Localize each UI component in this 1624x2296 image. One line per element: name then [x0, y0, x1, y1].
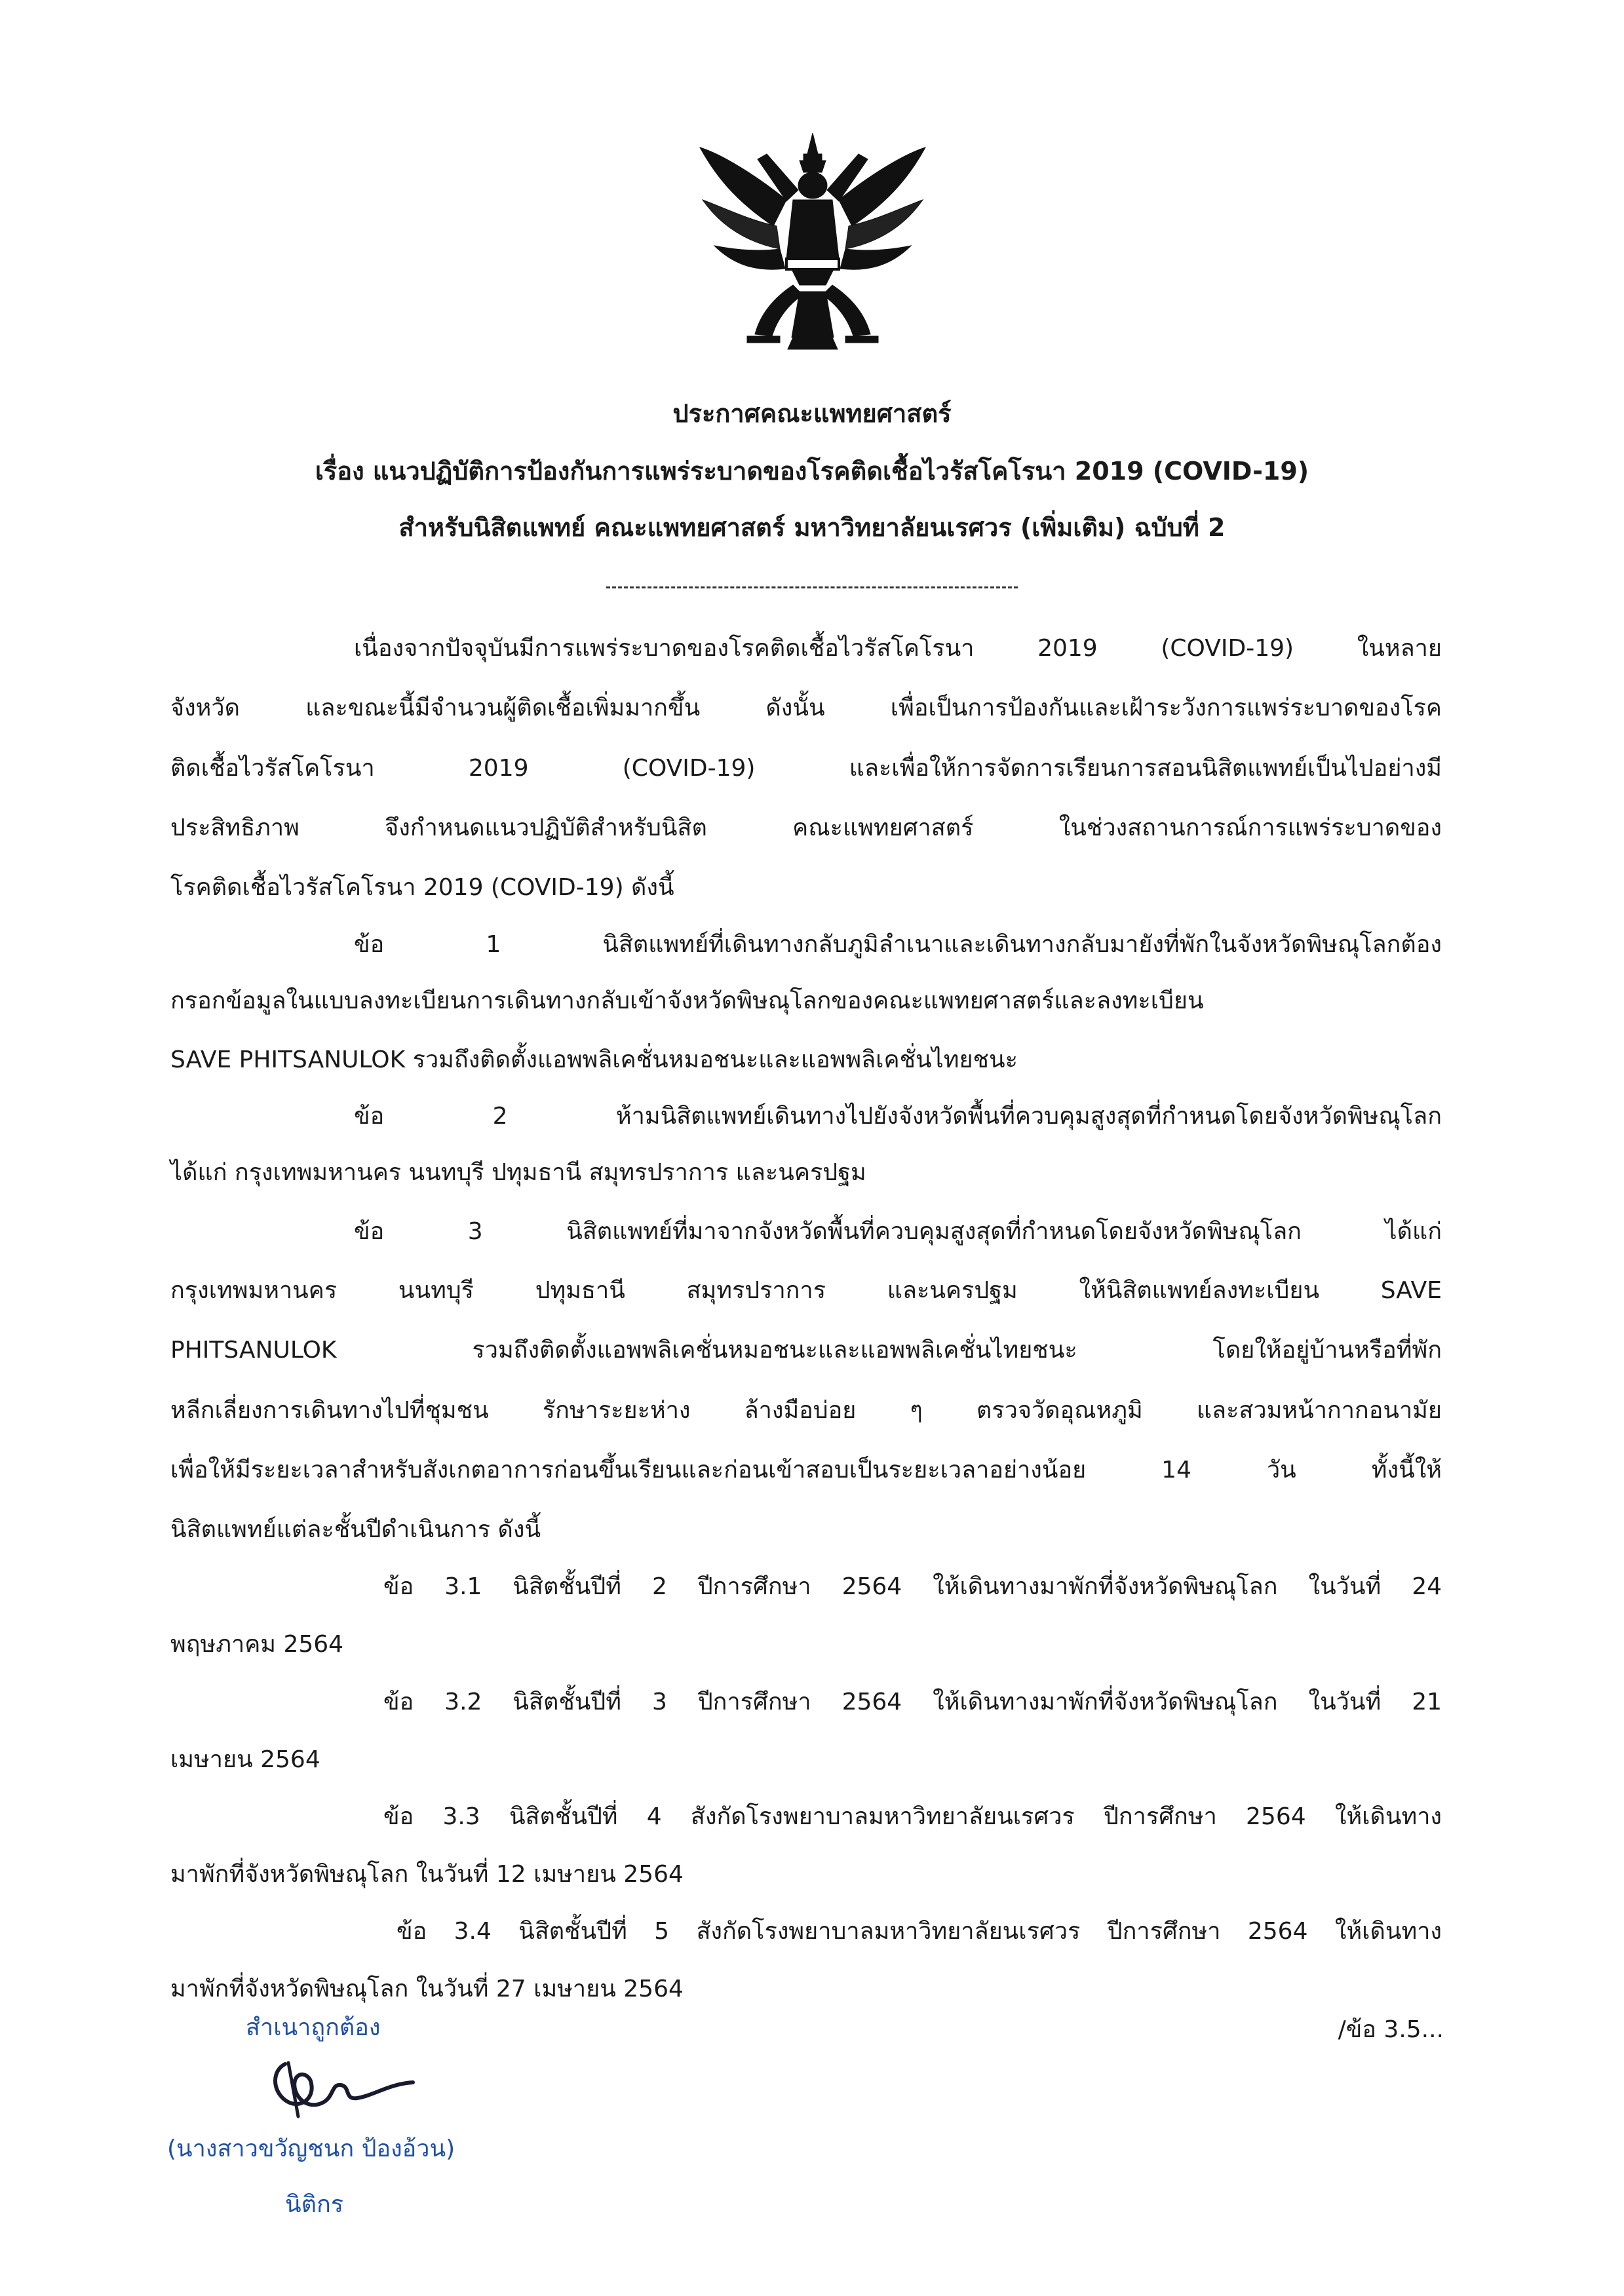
body-line: ประสิทธิภาพ จึงกำหนดแนวปฏิบัติสำหรับนิสิต คณะแพทยศาสตร์ ในช่วงสถานการณ์การแพร่ระบาดของ [170, 814, 1442, 841]
body-line: SAVE PHITSANULOK รวมถึงติดตั้งแอพพลิเคชั่นหมอชนะและแอพพลิเคชั่นไทยชนะ [170, 1046, 1018, 1073]
body-line: ติดเชื้อไวรัสโคโรนา 2019 (COVID-19) และเพื่อให้การจัดการเรียนการสอนนิสิตแพทย์เป็นไปอย่างมี [170, 755, 1442, 782]
body-line: ได้แก่ กรุงเทพมหานคร นนทบุรี ปทุมธานี สมุทรปราการ และนครปฐม [170, 1159, 866, 1186]
body-line: ข้อ 1 นิสิตแพทย์ที่เดินทางกลับภูมิลำเนาและเดินทางกลับมายังที่พักในจังหวัดพิษณุโลกต้อง [354, 931, 1442, 958]
body-line: เมษายน 2564 [170, 1746, 320, 1773]
body-line: โรคติดเชื้อไวรัสโคโรนา 2019 (COVID-19) ดังนี้ [170, 874, 674, 901]
announcement-audience: สำหรับนิสิตแพทย์ คณะแพทยศาสตร์ มหาวิทยาลัยนเรศวร (เพิ่มเติม) ฉบับที่ 2 [398, 513, 1226, 542]
body-line: พฤษภาคม 2564 [170, 1631, 344, 1658]
body-line: มาพักที่จังหวัดพิษณุโลก ในวันที่ 27 เมษายน 2564 [170, 1976, 684, 2002]
garuda-emblem-icon [695, 128, 931, 354]
announcement-subject: เรื่อง แนวปฏิบัติการป้องกันการแพร่ระบาดของโรคติดเชื้อไวรัสโคโรนา 2019 (COVID-19) [315, 457, 1309, 486]
signature-icon [259, 2044, 429, 2123]
signer-position: นิติกร [285, 2191, 344, 2218]
body-line: ข้อ 3 นิสิตแพทย์ที่มาจากจังหวัดพื้นที่ควบคุมสูงสุดที่กำหนดโดยจังหวัดพิษณุโลก ได้แก่ [354, 1218, 1442, 1245]
certified-copy-label: สำเนาถูกต้อง [246, 2014, 381, 2041]
body-line: มาพักที่จังหวัดพิษณุโลก ในวันที่ 12 เมษายน 2564 [170, 1861, 684, 1888]
body-line: ข้อ 3.1 นิสิตชั้นปีที่ 2 ปีการศึกษา 2564 ให้เดินทางมาพักที่จังหวัดพิษณุโลก ในวันที่ 24 [383, 1573, 1442, 1600]
body-line: เนื่องจากปัจจุบันมีการแพร่ระบาดของโรคติดเชื้อไวรัสโคโรนา 2019 (COVID-19) ในหลาย [354, 635, 1442, 662]
next-page-marker: /ข้อ 3.5... [1338, 2016, 1444, 2043]
body-line: หลีกเลี่ยงการเดินทางไปที่ชุมชน รักษาระยะห่าง ล้างมือบ่อย ๆ ตรวจวัดอุณหภูมิ และสวมหน้ากากอนามัย [170, 1397, 1442, 1424]
body-line: PHITSANULOK รวมถึงติดตั้งแอพพลิเคชั่นหมอชนะและแอพพลิเคชั่นไทยชนะ โดยให้อยู่บ้านหรือที่พัก [170, 1337, 1442, 1364]
body-line: เพื่อให้มีระยะเวลาสำหรับสังเกตอาการก่อนขึ้นเรียนและก่อนเข้าสอบเป็นระยะเวลาอย่างน้อย 14 วัน ทั้งนี้ให้ [170, 1457, 1442, 1483]
body-line: กรอกข้อมูลในแบบลงทะเบียนการเดินทางกลับเข้าจังหวัดพิษณุโลกของคณะแพทยศาสตร์และลงทะเบียน [170, 987, 1204, 1014]
body-line: ข้อ 3.4 นิสิตชั้นปีที่ 5 สังกัดโรงพยาบาลมหาวิทยาลัยนเรศวร ปีการศึกษา 2564 ให้เดินทาง [396, 1918, 1442, 1945]
body-line: กรุงเทพมหานคร นนทบุรี ปทุมธานี สมุทรปราการ และนครปฐม ให้นิสิตแพทย์ลงทะเบียน SAVE [170, 1277, 1442, 1304]
body-line: จังหวัด และขณะนี้มีจำนวนผู้ติดเชื้อเพิ่มมากขึ้น ดังนั้น เพื่อเป็นการป้องกันและเฝ้าระวังการแพร่ระบาดของโรค [170, 695, 1442, 721]
body-line: ข้อ 3.2 นิสิตชั้นปีที่ 3 ปีการศึกษา 2564 ให้เดินทางมาพักที่จังหวัดพิษณุโลก ในวันที่ 21 [383, 1689, 1442, 1715]
signer-name: (นางสาวขวัญชนก ป้องอ้วน) [167, 2135, 455, 2162]
body-line: นิสิตแพทย์แต่ละชั้นปีดำเนินการ ดังนี้ [170, 1516, 541, 1543]
title-divider [606, 586, 1018, 588]
announcement-heading: ประกาศคณะแพทยศาสตร์ [672, 399, 952, 428]
body-line: ข้อ 3.3 นิสิตชั้นปีที่ 4 สังกัดโรงพยาบาลมหาวิทยาลัยนเรศวร ปีการศึกษา 2564 ให้เดินทาง [383, 1803, 1442, 1830]
body-line: ข้อ 2 ห้ามนิสิตแพทย์เดินทางไปยังจังหวัดพื้นที่ควบคุมสูงสุดที่กำหนดโดยจังหวัดพิษณุโลก [354, 1103, 1442, 1130]
